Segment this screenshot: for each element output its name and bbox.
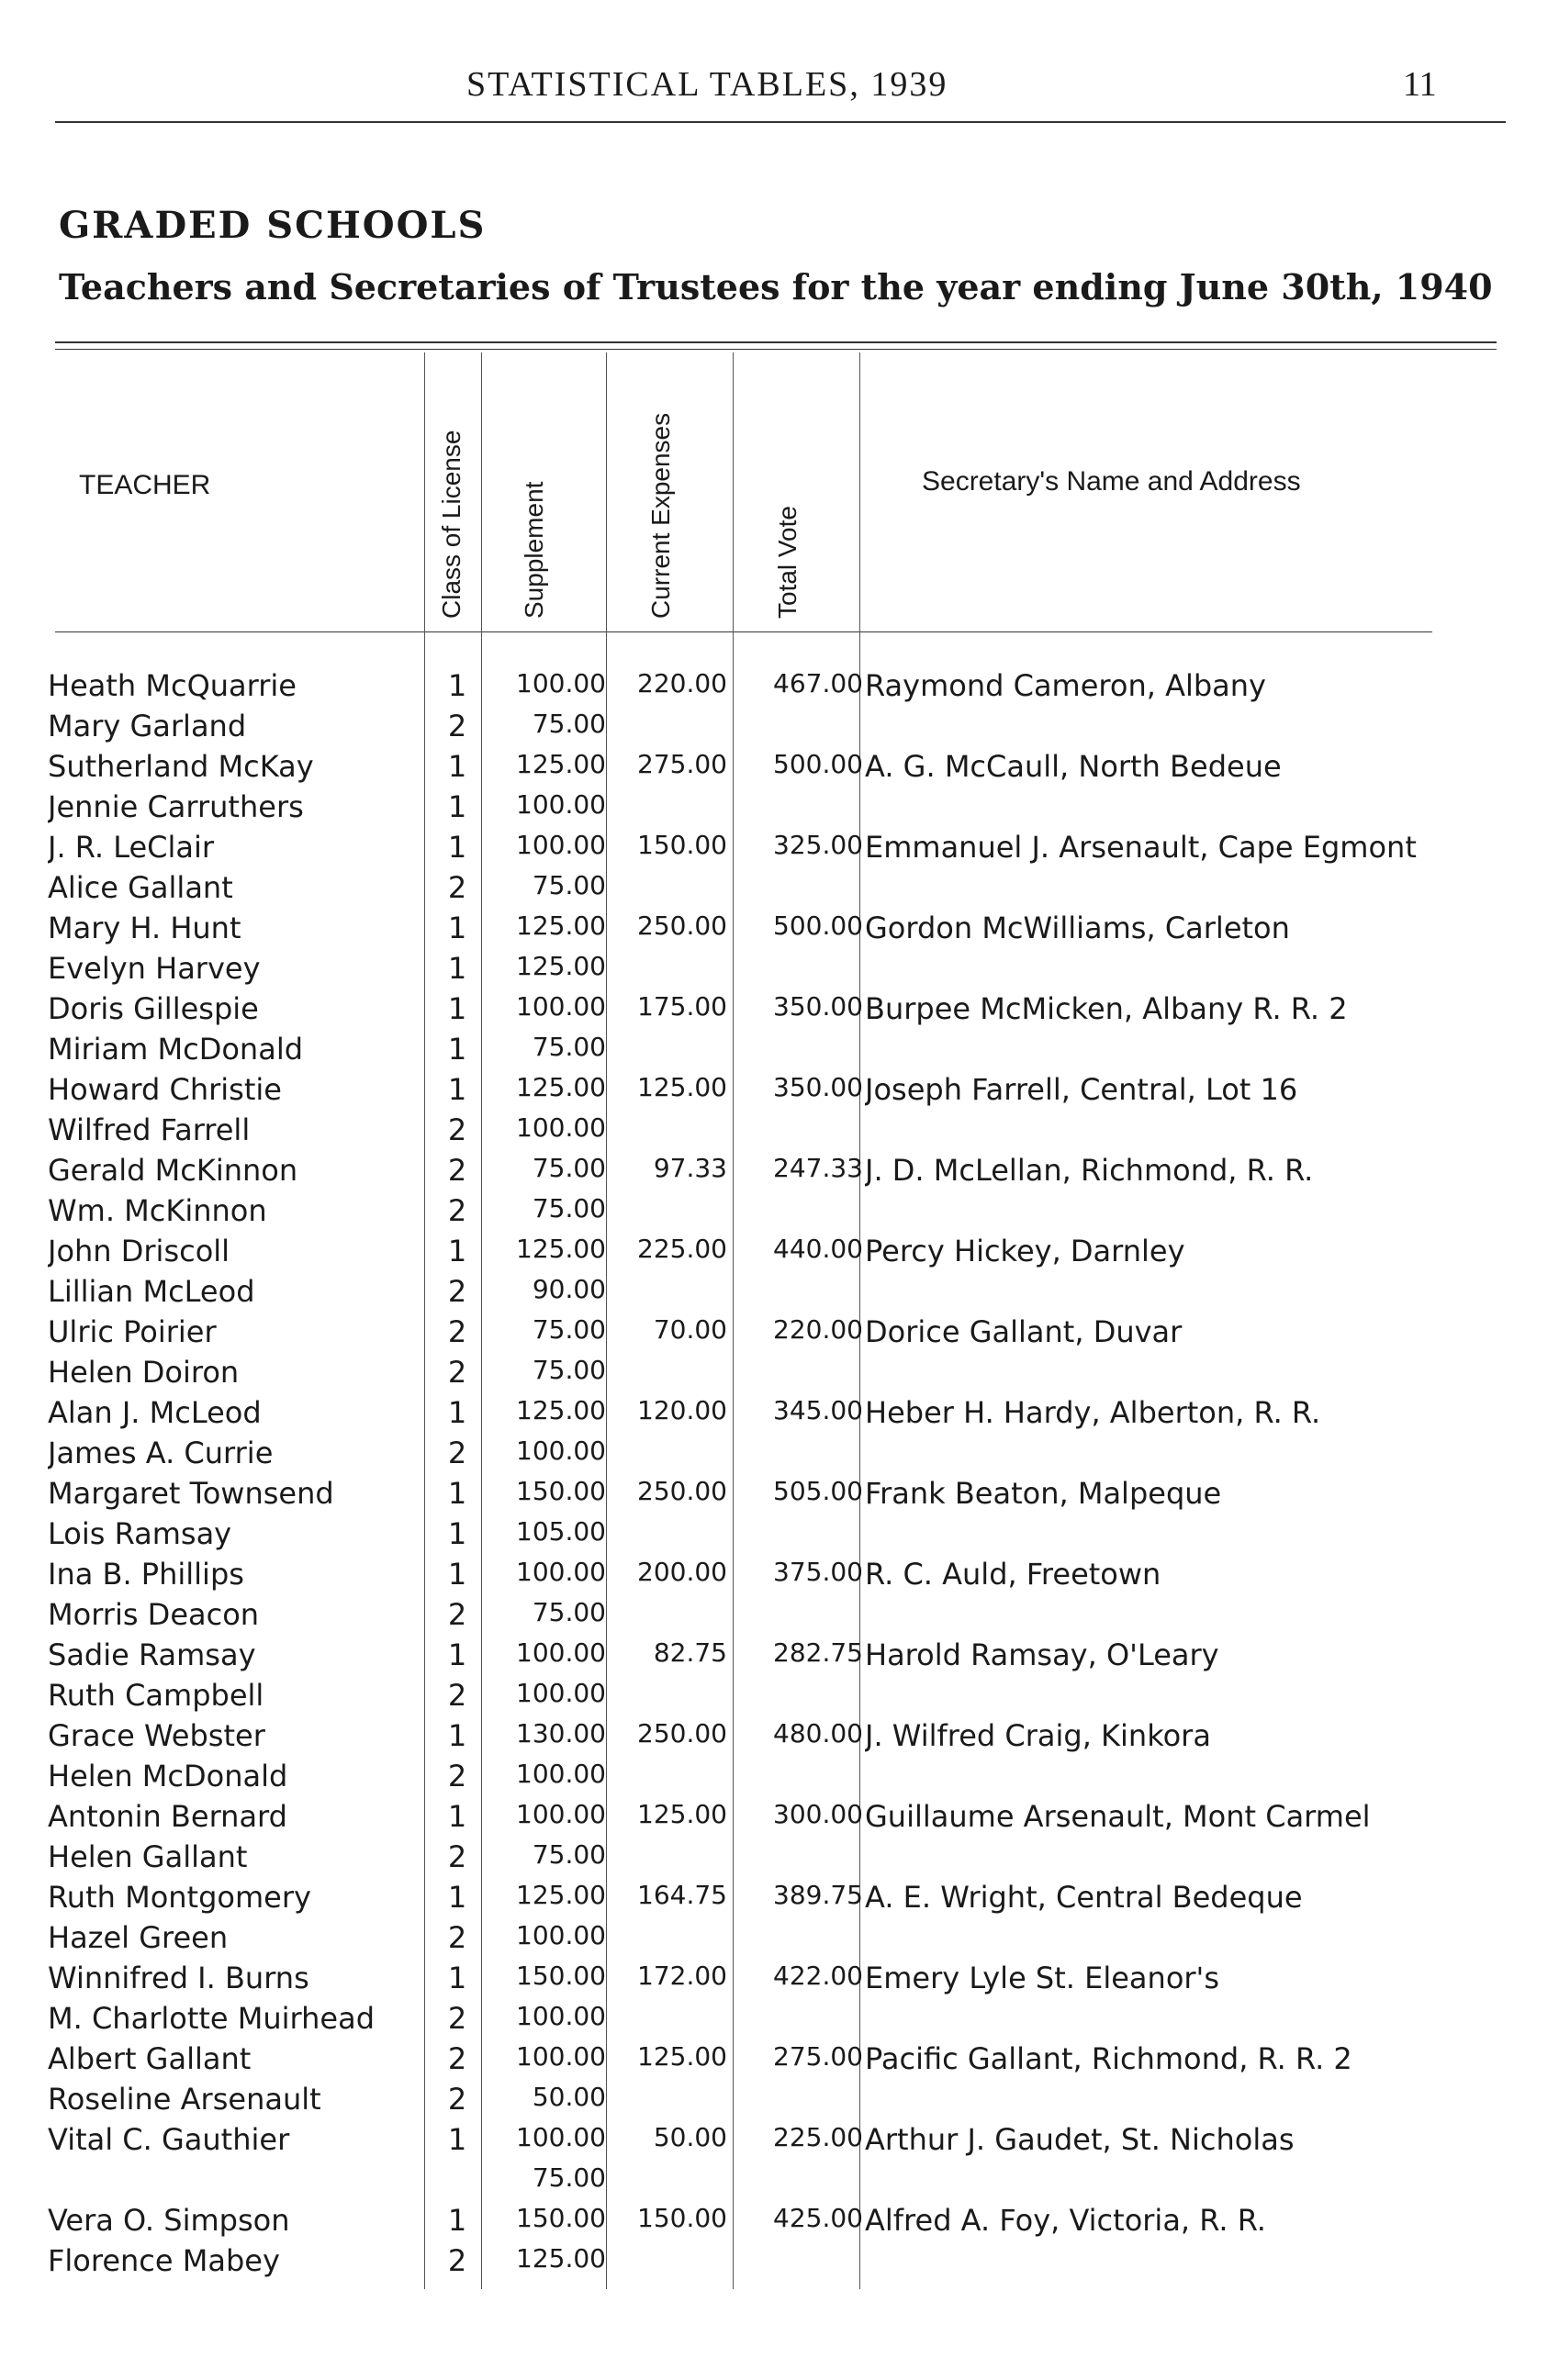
header-bottom-rule [55,631,1432,632]
supplement-cell: 100.00 [516,2041,606,2072]
teacher-cell: Roseline Arsenault [48,2082,321,2117]
total-vote-cell: 225.00 [773,2122,863,2152]
teacher-cell: Antonin Bernard [48,1799,287,1834]
total-vote-cell: 220.00 [773,1314,863,1345]
total-vote-cell: 350.00 [773,1072,863,1102]
teacher-cell: Morris Deacon [48,1597,260,1632]
col-head-class: Class of License [437,430,465,619]
class-cell: 1 [447,1718,467,1753]
total-vote-cell: 500.00 [773,911,863,941]
supplement-cell: 100.00 [516,991,606,1022]
table-row [0,1678,1559,1718]
secretary-cell: Heber H. Hardy, Alberton, R. R. [865,1395,1321,1430]
teacher-cell: Ruth Montgomery [48,1880,311,1915]
table-row [0,1961,1559,2001]
table-row [0,1032,1559,1072]
table-row [0,1557,1559,1597]
teacher-cell: Helen Doiron [48,1355,240,1390]
class-cell: 2 [447,1274,467,1309]
supplement-cell: 75.00 [532,1597,606,1627]
table-row [0,1274,1559,1314]
class-cell: 2 [447,709,467,743]
class-cell: 2 [447,1436,467,1470]
teacher-cell: Miriam McDonald [48,1032,304,1067]
class-cell: 1 [447,668,467,703]
supplement-cell: 125.00 [516,911,606,941]
table-row [0,1799,1559,1839]
current-expenses-cell: 164.75 [637,1880,727,1910]
secretary-cell: Guillaume Arsenault, Mont Carmel [865,1799,1371,1834]
class-cell: 1 [447,2203,467,2238]
teacher-cell: Florence Mabey [48,2243,280,2278]
teacher-cell: Evelyn Harvey [48,951,261,986]
table-row [0,1153,1559,1193]
class-cell: 2 [447,1193,467,1228]
class-cell: 1 [447,2122,467,2157]
supplement-cell: 75.00 [532,1153,606,1183]
teacher-cell: Helen McDonald [48,1759,288,1793]
table-row [0,2082,1559,2122]
supplement-cell: 100.00 [516,1759,606,1789]
table-row [0,1920,1559,1961]
table-row [0,749,1559,789]
class-cell: 1 [447,830,467,865]
secretary-cell: Harold Ramsay, O'Leary [865,1637,1219,1672]
total-vote-cell: 300.00 [773,1799,863,1829]
table-row [0,1112,1559,1153]
teacher-cell: Mary Garland [48,709,247,743]
table-row [0,789,1559,830]
teacher-cell: Alice Gallant [48,870,233,905]
supplement-cell: 100.00 [516,1557,606,1587]
table-row [0,1072,1559,1112]
supplement-cell: 100.00 [516,830,606,860]
teacher-cell: Grace Webster [48,1718,265,1753]
col-head-teacher: TEACHER [79,470,211,500]
class-cell: 1 [447,1637,467,1672]
total-vote-cell: 350.00 [773,991,863,1022]
secretary-cell: Emery Lyle St. Eleanor's [865,1961,1220,1995]
supplement-cell: 90.00 [532,1274,606,1304]
secretary-cell: J. D. McLellan, Richmond, R. R. [865,1153,1314,1188]
total-vote-cell: 425.00 [773,2203,863,2233]
table-top-rule-2 [55,349,1497,350]
teacher-cell: Heath McQuarrie [48,668,297,703]
teacher-cell: Howard Christie [48,1072,282,1107]
table-top-rule [55,341,1497,343]
table-row [0,2162,1559,2203]
total-vote-cell: 375.00 [773,1557,863,1587]
class-cell: 1 [447,1395,467,1430]
supplement-cell: 75.00 [532,870,606,900]
table-row [0,2203,1559,2243]
teacher-cell: Winnifred I. Burns [48,1961,309,1995]
supplement-cell: 75.00 [532,1355,606,1385]
secretary-cell: Gordon McWilliams, Carleton [865,911,1290,945]
supplement-cell: 125.00 [516,1395,606,1425]
class-cell: 2 [447,2001,467,2036]
teacher-cell: Helen Gallant [48,1839,248,1874]
class-cell: 2 [447,2082,467,2117]
table-row [0,2243,1559,2284]
current-expenses-cell: 150.00 [637,2203,727,2233]
class-cell: 2 [447,1839,467,1874]
class-cell: 1 [447,1880,467,1915]
total-vote-cell: 389.75 [773,1880,863,1910]
table-row [0,1355,1559,1395]
current-expenses-cell: 172.00 [637,1961,727,1991]
class-cell: 2 [447,1314,467,1349]
secretary-cell: J. Wilfred Craig, Kinkora [865,1718,1211,1753]
teacher-cell: Jennie Carruthers [48,789,304,824]
col-head-total: Total Vote [773,506,802,619]
teacher-cell: Wilfred Farrell [48,1112,251,1147]
class-cell: 2 [447,1678,467,1713]
supplement-cell: 100.00 [516,1637,606,1668]
table-row [0,1395,1559,1436]
class-cell: 2 [447,1597,467,1632]
teacher-cell: Sutherland McKay [48,749,314,784]
class-cell: 2 [447,870,467,905]
class-cell: 2 [447,2041,467,2076]
class-cell: 1 [447,789,467,824]
teacher-cell: James A. Currie [48,1436,274,1470]
teacher-cell: Sadie Ramsay [48,1637,256,1672]
current-expenses-cell: 275.00 [637,749,727,779]
supplement-cell: 100.00 [516,1678,606,1708]
teacher-cell: Alan J. McLeod [48,1395,262,1430]
page-number: 11 [1403,65,1437,104]
secretary-cell: R. C. Auld, Freetown [865,1557,1161,1592]
class-cell: 1 [447,1234,467,1268]
total-vote-cell: 440.00 [773,1234,863,1264]
current-expenses-cell: 250.00 [637,1476,727,1506]
secretary-cell: Pacific Gallant, Richmond, R. R. 2 [865,2041,1352,2076]
class-cell: 1 [447,1799,467,1834]
teacher-cell: Wm. McKinnon [48,1193,267,1228]
class-cell: 2 [447,1112,467,1147]
supplement-cell: 100.00 [516,1436,606,1466]
table-row [0,709,1559,749]
teacher-cell: Vital C. Gauthier [48,2122,290,2157]
supplement-cell: 50.00 [532,2082,606,2112]
total-vote-cell: 325.00 [773,830,863,860]
class-cell: 1 [447,911,467,945]
table-row [0,830,1559,870]
supplement-cell: 100.00 [516,789,606,820]
current-expenses-cell: 50.00 [653,2122,727,2152]
supplement-cell: 125.00 [516,1880,606,1910]
supplement-cell: 75.00 [532,1032,606,1062]
supplement-cell: 125.00 [516,749,606,779]
class-cell: 1 [447,1032,467,1067]
secretary-cell: A. E. Wright, Central Bedeque [865,1880,1303,1915]
class-cell: 1 [447,1072,467,1107]
table-row [0,1234,1559,1274]
table-row [0,1759,1559,1799]
secretary-cell: Emmanuel J. Arsenault, Cape Egmont [865,830,1417,865]
current-expenses-cell: 125.00 [637,1799,727,1829]
supplement-cell: 125.00 [516,1234,606,1264]
table-row [0,991,1559,1032]
teacher-cell: Vera O. Simpson [48,2203,290,2238]
table-row [0,2122,1559,2162]
current-expenses-cell: 120.00 [637,1395,727,1425]
col-head-supplement: Supplement [520,481,548,619]
current-expenses-cell: 200.00 [637,1557,727,1587]
class-cell: 2 [447,1355,467,1390]
table-row [0,1314,1559,1355]
current-expenses-cell: 125.00 [637,1072,727,1102]
total-vote-cell: 275.00 [773,2041,863,2072]
teacher-cell: Lois Ramsay [48,1516,232,1551]
table-row [0,1597,1559,1637]
total-vote-cell: 467.00 [773,668,863,698]
teacher-cell: J. R. LeClair [48,830,215,865]
class-cell: 1 [447,749,467,784]
teacher-cell: Doris Gillespie [48,991,259,1026]
supplement-cell: 130.00 [516,1718,606,1749]
table-row [0,1516,1559,1557]
supplement-cell: 150.00 [516,2203,606,2233]
current-expenses-cell: 125.00 [637,2041,727,2072]
supplement-cell: 105.00 [516,1516,606,1547]
current-expenses-cell: 250.00 [637,1718,727,1749]
teacher-cell: Ulric Poirier [48,1314,217,1349]
total-vote-cell: 480.00 [773,1718,863,1749]
table-row [0,870,1559,911]
class-cell: 2 [447,1759,467,1793]
total-vote-cell: 247.33 [773,1153,863,1183]
total-vote-cell: 422.00 [773,1961,863,1991]
section-title: GRADED SCHOOLS [59,204,487,247]
supplement-cell: 100.00 [516,2122,606,2152]
table-row [0,911,1559,951]
supplement-cell: 150.00 [516,1961,606,1991]
supplement-cell: 75.00 [532,709,606,739]
teacher-cell: Lillian McLeod [48,1274,255,1309]
teacher-cell: Hazel Green [48,1920,229,1955]
supplement-cell: 100.00 [516,1799,606,1829]
total-vote-cell: 345.00 [773,1395,863,1425]
current-expenses-cell: 150.00 [637,830,727,860]
current-expenses-cell: 70.00 [653,1314,727,1345]
table-row [0,1436,1559,1476]
supplement-cell: 125.00 [516,951,606,981]
current-expenses-cell: 82.75 [653,1637,727,1668]
secretary-cell: Percy Hickey, Darnley [865,1234,1185,1268]
class-cell: 1 [447,1961,467,1995]
class-cell: 2 [447,1920,467,1955]
teacher-cell: M. Charlotte Muirhead [48,2001,376,2036]
teacher-cell: Ruth Campbell [48,1678,264,1713]
secretary-cell: Burpee McMicken, Albany R. R. 2 [865,991,1348,1026]
secretary-cell: A. G. McCaull, North Bedeue [865,749,1282,784]
table-row [0,1718,1559,1759]
table-row [0,1839,1559,1880]
table-row [0,1193,1559,1234]
supplement-cell: 100.00 [516,668,606,698]
class-cell: 1 [447,1557,467,1592]
table-row [0,1880,1559,1920]
table-row [0,2001,1559,2041]
supplement-cell: 150.00 [516,1476,606,1506]
supplement-cell: 75.00 [532,1839,606,1870]
supplement-cell: 100.00 [516,1920,606,1950]
col-head-secretary: Secretary's Name and Address [922,466,1301,497]
class-cell: 1 [447,951,467,986]
current-expenses-cell: 175.00 [637,991,727,1022]
table-row [0,668,1559,709]
supplement-cell: 75.00 [532,1193,606,1224]
supplement-cell: 125.00 [516,1072,606,1102]
secretary-cell: Arthur J. Gaudet, St. Nicholas [865,2122,1295,2157]
secretary-cell: Joseph Farrell, Central, Lot 16 [865,1072,1298,1107]
secretary-cell: Dorice Gallant, Duvar [865,1314,1183,1349]
class-cell: 1 [447,991,467,1026]
class-cell: 2 [447,1153,467,1188]
current-expenses-cell: 250.00 [637,911,727,941]
secretary-cell: Raymond Cameron, Albany [865,668,1266,703]
total-vote-cell: 282.75 [773,1637,863,1668]
teacher-cell: Ina B. Phillips [48,1557,244,1592]
section-subtitle: Teachers and Secretaries of Trustees for the year ending June 30th, 1940 [59,266,1493,307]
running-title: STATISTICAL TABLES, 1939 [466,65,948,104]
table-row [0,951,1559,991]
secretary-cell: Alfred A. Foy, Victoria, R. R. [865,2203,1266,2238]
table-row [0,1637,1559,1678]
supplement-cell: 125.00 [516,2243,606,2274]
current-expenses-cell: 97.33 [653,1153,727,1183]
teacher-cell: Margaret Townsend [48,1476,334,1511]
header-rule [55,121,1506,123]
total-vote-cell: 500.00 [773,749,863,779]
class-cell: 1 [447,1476,467,1511]
total-vote-cell: 505.00 [773,1476,863,1506]
teacher-cell: Gerald McKinnon [48,1153,298,1188]
supplement-cell: 100.00 [516,2001,606,2031]
table-row [0,1476,1559,1516]
class-cell: 1 [447,1516,467,1551]
col-head-current: Current Expenses [646,412,675,619]
running-head [0,64,1559,119]
teacher-cell: John Driscoll [48,1234,230,1268]
class-cell: 2 [447,2243,467,2278]
secretary-cell: Frank Beaton, Malpeque [865,1476,1222,1511]
current-expenses-cell: 225.00 [637,1234,727,1264]
teacher-cell: Albert Gallant [48,2041,252,2076]
supplement-cell: 100.00 [516,1112,606,1143]
supplement-cell: 75.00 [532,2162,606,2193]
supplement-cell: 75.00 [532,1314,606,1345]
current-expenses-cell: 220.00 [637,668,727,698]
table-row [0,2041,1559,2082]
teacher-cell: Mary H. Hunt [48,911,241,945]
